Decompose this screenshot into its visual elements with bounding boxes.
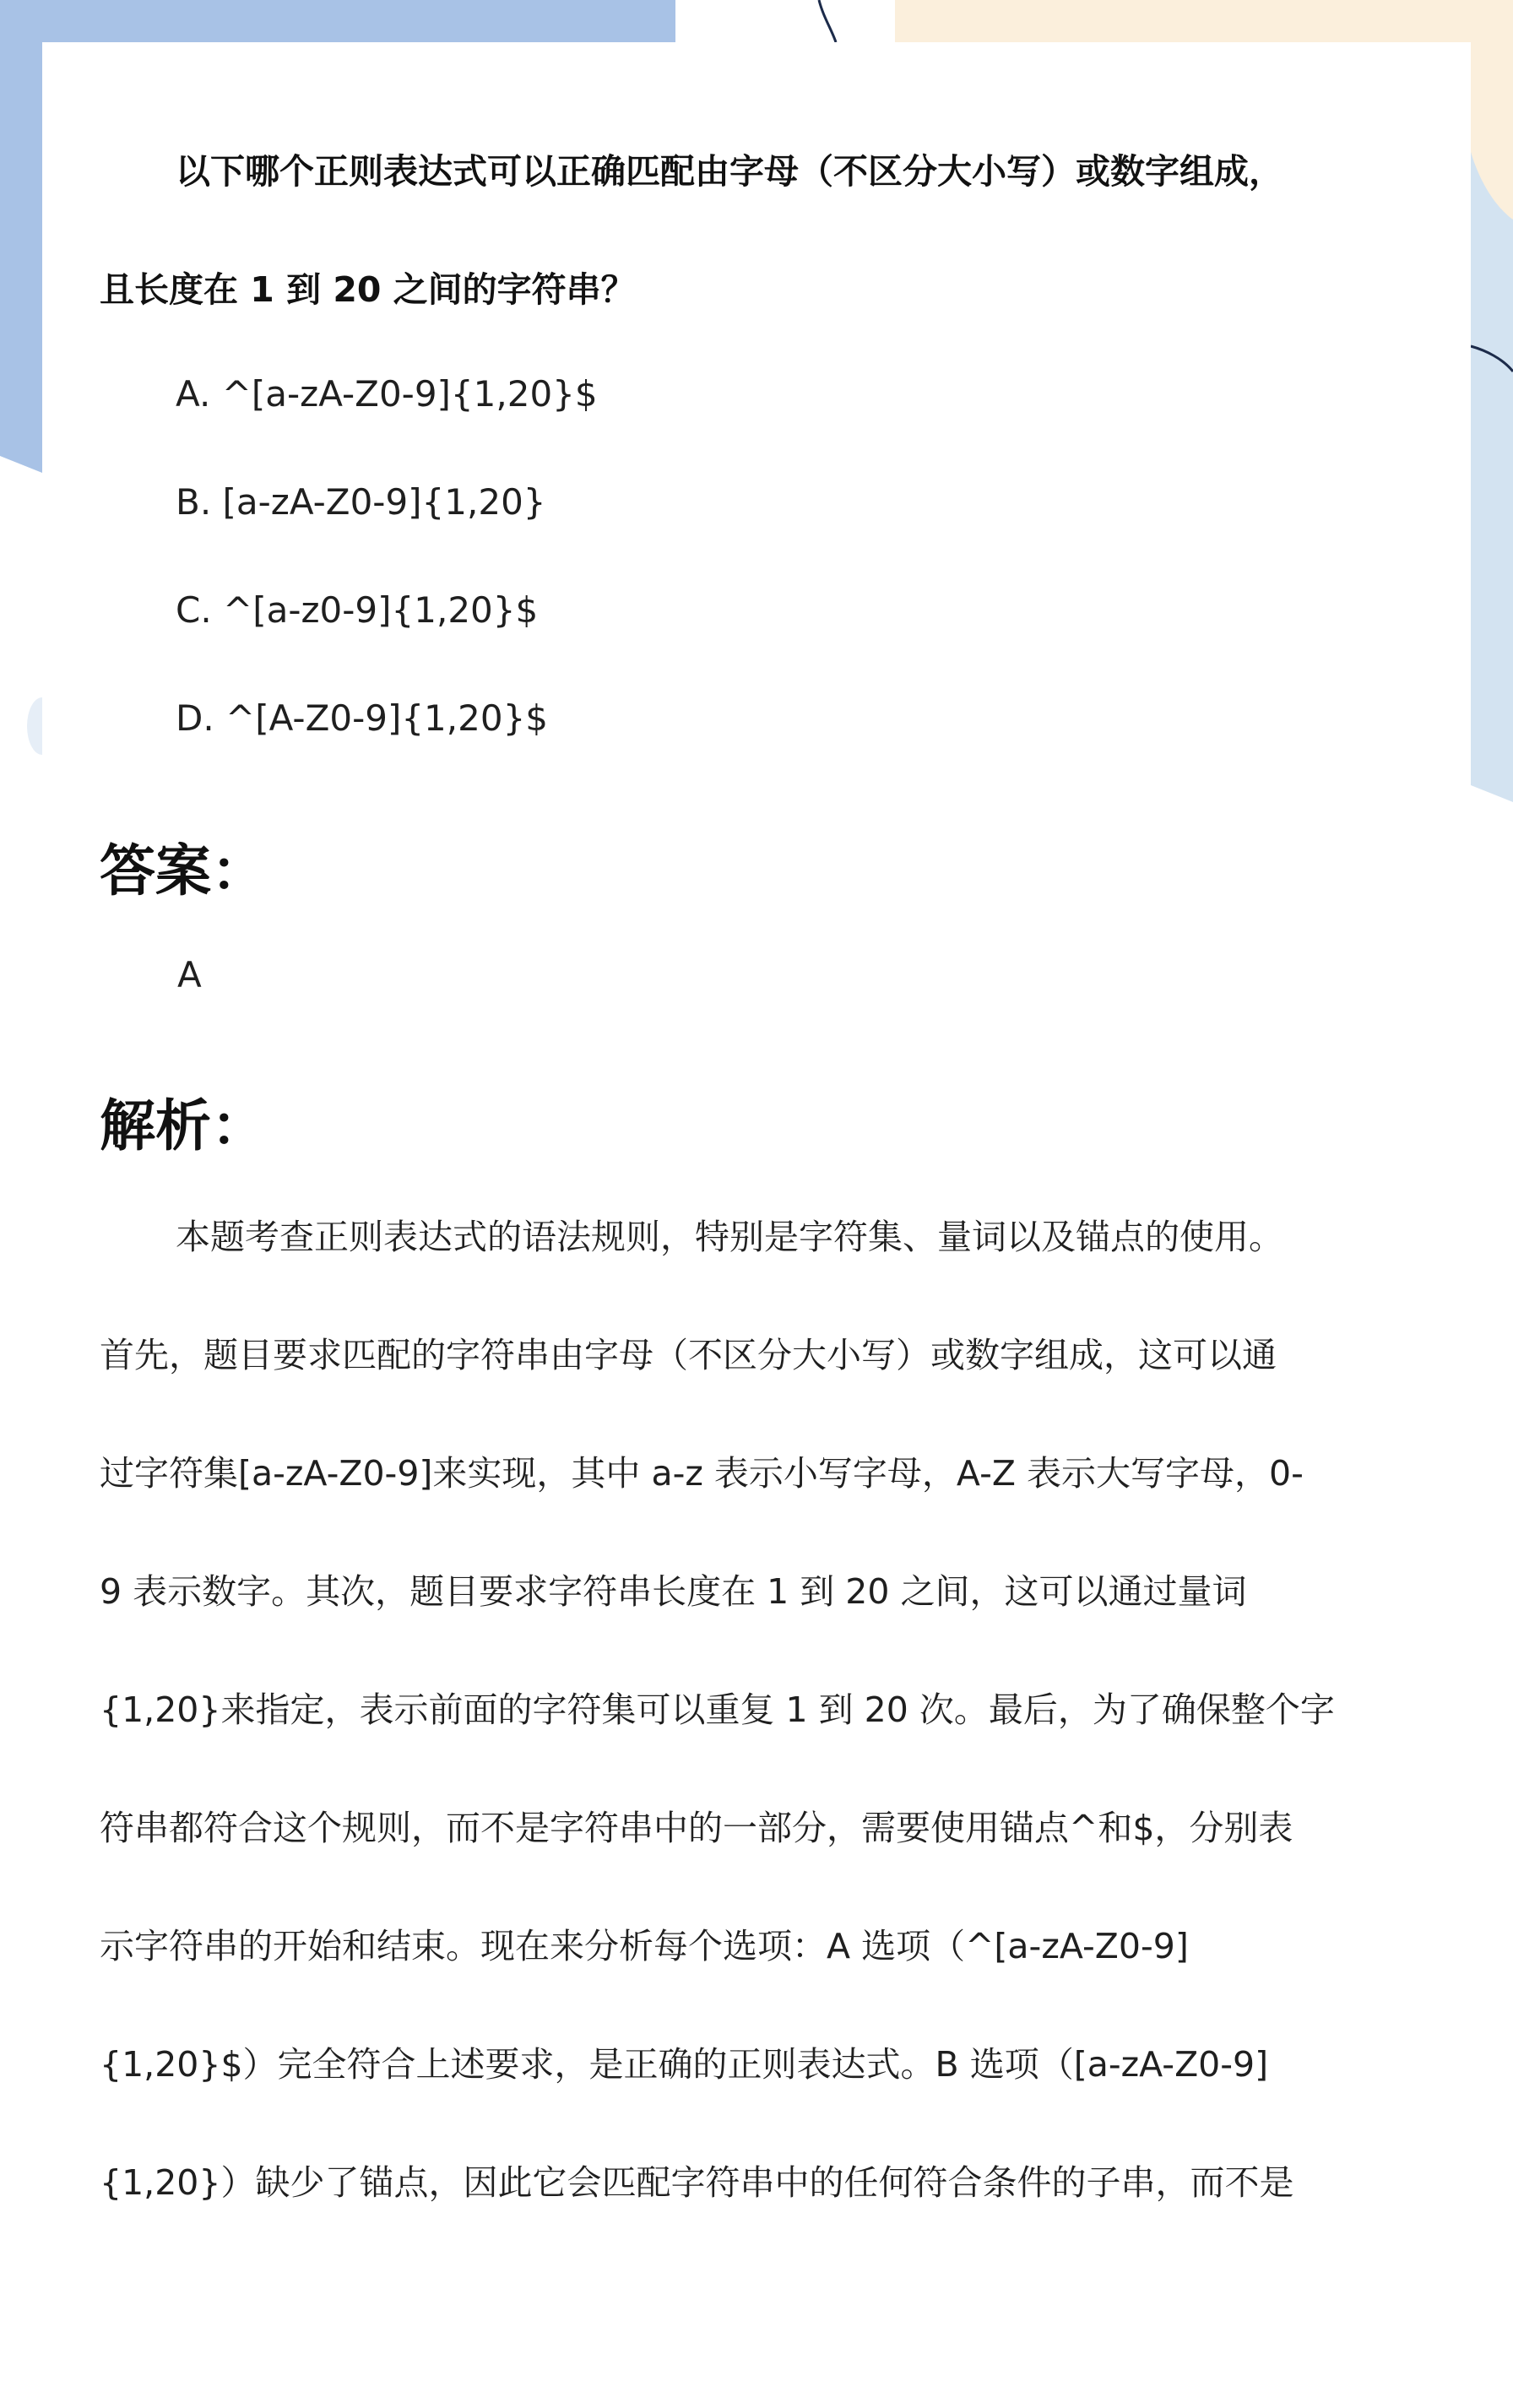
- answer-value: A: [177, 954, 202, 995]
- option-d: D. ^[A-Z0-9]{1,20}$: [176, 697, 549, 739]
- analysis-line-7: 示字符串的开始和结束。现在来分析每个选项：A 选项（^[a-zA-Z0-9]: [100, 1926, 1189, 1966]
- analysis-line-5: {1,20}来指定，表示前面的字符集可以重复 1 到 20 次。最后，为了确保整个字: [100, 1689, 1335, 1730]
- right-blue-shape: [1471, 152, 1513, 802]
- analysis-line-4: 9 表示数字。其次，题目要求字符串长度在 1 到 20 之间，这可以通过量词: [100, 1571, 1247, 1612]
- analysis-heading: 解析：: [100, 1093, 267, 1158]
- option-b: B. [a-zA-Z0-9]{1,20}: [176, 481, 546, 523]
- question-stem-line1: 以下哪个正则表达式可以正确匹配由字母（不区分大小写）或数字组成，: [176, 151, 1283, 192]
- analysis-line-9: {1,20}）缺少了锚点，因此它会匹配字符串中的任何符合条件的子串，而不是: [100, 2162, 1294, 2203]
- option-a: A. ^[a-zA-Z0-9]{1,20}$: [176, 373, 598, 415]
- analysis-line-3: 过字符集[a-zA-Z0-9]来实现，其中 a-z 表示小写字母，A-Z 表示大写字母，0-: [100, 1453, 1304, 1494]
- analysis-line-6: 符串都符合这个规则，而不是字符串中的一部分，需要使用锚点^和$，分别表: [100, 1808, 1293, 1848]
- analysis-line-2: 首先，题目要求匹配的字符串由字母（不区分大小写）或数字组成，这可以通: [100, 1335, 1277, 1375]
- analysis-line-8: {1,20}$）完全符合上述要求，是正确的正则表达式。B 选项（[a-zA-Z0-9]: [100, 2044, 1269, 2085]
- question-stem-line2: 且长度在 1 到 20 之间的字符串？: [100, 269, 636, 310]
- option-c: C. ^[a-z0-9]{1,20}$: [176, 589, 539, 631]
- analysis-line-1: 本题考查正则表达式的语法规则，特别是字符集、量词以及锚点的使用。: [176, 1217, 1283, 1257]
- answer-heading: 答案：: [100, 838, 267, 903]
